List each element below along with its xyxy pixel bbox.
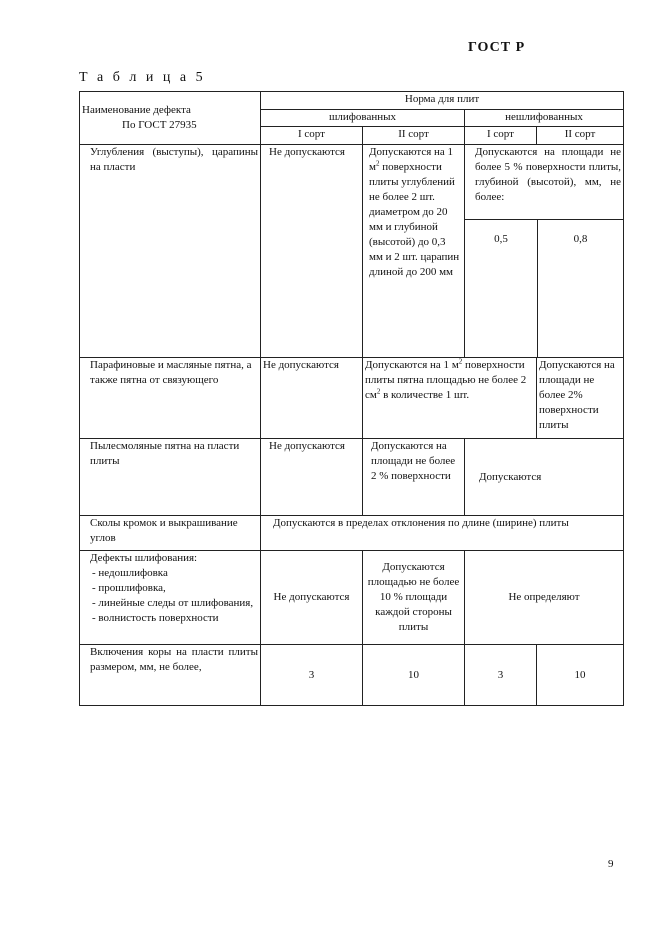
col-header-sanded-grade2: II сорт [363,127,465,145]
col-header-sanded-grade1: I сорт [261,127,363,145]
col-header-sanded: шлифованных [261,110,465,127]
row5-sanded-grade2: Допускаются площадью не более 10 % площади каждой стороны плиты [363,551,465,645]
row3-defect-name: Пылесмоляные пятна на пласти плиты [80,439,261,516]
row5-defect-name [80,551,261,645]
row1-sanded-grade1: Не допускаются [261,145,363,358]
col-header-unsanded: нешлифованных [465,110,624,127]
row6-unsanded-grade1: 3 [465,645,537,706]
table-caption: Т а б л и ц а 5 [79,70,206,85]
row6-defect-name: Включения коры на пласти плиты размером, мм, не более, [80,645,261,706]
row1-sanded-grade2 [363,145,465,358]
row4-defect-name: Сколы кромок и выкрашивание углов [80,516,261,551]
row5-defect-title: Дефекты шлифования: [90,552,198,564]
col-header-defect-l2: По ГОСТ 27935 [122,119,197,131]
row3-sanded-grade1: Не допускаются [261,439,363,516]
row1-unsanded-merged: Допускаются на площади не более 5 % поверхности плиты, глубиной (высотой), мм, не более: [475,146,622,203]
row3-unsanded: Допускаются [465,439,624,516]
row1-unsanded-grade1: 0,5 [465,220,538,357]
row5-item-4: - волнистость поверхности [92,612,219,624]
row2-defect-name: Парафиновые и масляные пятна, а также пятна от связующего [80,358,261,439]
row4-all-columns: Допускаются в пределах отклонения по длине (ширине) плиты [261,516,624,551]
row5-sanded-grade1: Не допускаются [261,551,363,645]
row1-unsanded [465,145,624,358]
row5-item-3: - линейные следы от шлифования, [92,597,254,609]
row2-mid-span: Допускаются на 1 $м^2$ поверхности плиты пятна площадью не более 2 $см^2$ в количестве 1 шт. [363,358,537,439]
col-header-unsanded-grade1: I сорт [465,127,537,145]
row1-unsanded-grade2: 0,8 [573,233,588,245]
page-number: 9 [608,858,614,870]
document-code: ГОСТ Р [468,40,526,55]
col-header-defect [80,92,261,145]
row5-unsanded: Не определяют [465,551,624,645]
row6-sanded-grade2: 10 [363,645,465,706]
row3-sanded-grade2: Допускаются на площади не более 2 % поверхности [363,439,465,516]
col-header-defect-l1: Наименование дефекта [82,104,191,116]
row1-defect-name: Углубления (выступы), царапины на пласти [80,145,261,358]
row5-item-2: - прошлифовка, [92,582,166,594]
defects-norms-table [79,91,624,706]
row5-item-1: - недошлифовка [92,567,168,579]
row6-unsanded-grade2: 10 [537,645,624,706]
row2-unsanded-grade2: Допускаются на площади не более 2% поверхности плиты [537,358,624,439]
col-header-unsanded-grade2: II сорт [537,127,624,145]
row2-sanded-grade1: Не допускаются [261,358,363,439]
col-header-norm: Норма для плит [261,92,624,110]
row6-sanded-grade1: 3 [261,645,363,706]
row1-sanded-grade2-text: Допускаются на 1 $м^2$ поверхности плиты углублений не более 2 шт. диаметром до 20 мм и глубиной (высотой) до 0,3 мм и 2 шт. царапин длиной до 200 мм [369,146,460,278]
